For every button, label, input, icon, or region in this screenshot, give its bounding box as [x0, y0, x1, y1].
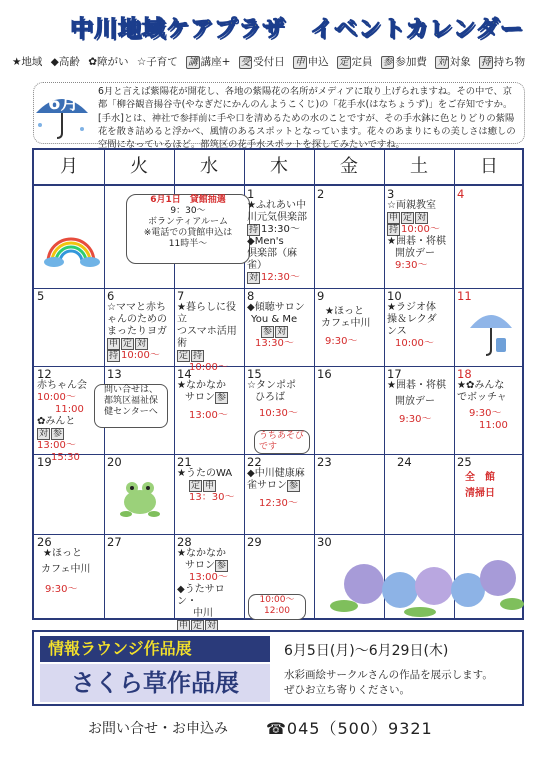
- event-name: ★ラジオ体: [387, 302, 436, 313]
- day-number: 26: [37, 535, 52, 549]
- legend-course-label: 講座+: [200, 56, 231, 68]
- event-name: カフェ中川: [41, 564, 91, 575]
- legend: [12, 54, 537, 69]
- day-number: 3: [387, 187, 395, 201]
- event-time: 10:00〜: [401, 224, 440, 235]
- badge-apply-icon: 申: [109, 339, 119, 349]
- day-cell-14: [174, 366, 244, 454]
- legend-target-label: 対象: [449, 56, 471, 68]
- legend-reception-label: 受付日: [253, 56, 285, 68]
- event-name: でボッチャ: [457, 392, 507, 403]
- event-name: ★ほっと: [43, 548, 82, 559]
- weekday-sat: 土: [410, 156, 428, 177]
- day-cell-24: [384, 454, 454, 534]
- inquiry-line1: 問い合せは、: [103, 385, 158, 395]
- legend-item-capacity: [337, 56, 373, 68]
- badge-capacity-icon: 定: [191, 481, 201, 491]
- day-cell-9: [314, 288, 384, 366]
- day-number: 2: [317, 187, 325, 201]
- badge-target-icon: 対: [417, 213, 427, 223]
- event29-line1: 10:00〜: [259, 595, 295, 605]
- badge-capacity: 定: [339, 57, 349, 68]
- day-number: 11: [457, 289, 472, 303]
- event-time: 13:30〜: [255, 338, 294, 349]
- event-time: 9:30〜: [45, 584, 78, 595]
- event-name: サロン: [185, 560, 215, 571]
- day-cell-8: [244, 288, 314, 366]
- badge-fee-icon: 参: [217, 561, 227, 571]
- exhibit-desc1: 水彩画絵サークルさんの作品を展示します。: [284, 669, 493, 681]
- lending-line5: 11時半〜: [168, 239, 208, 249]
- day-number: 21: [177, 455, 192, 469]
- exhibit-box: [32, 630, 524, 706]
- event-name: ☆タンポポ: [247, 380, 296, 391]
- umbrella-icon: [466, 306, 516, 358]
- badge-target-icon: 対: [39, 429, 49, 439]
- hydrangea-icon: [330, 548, 524, 618]
- event-name: ◆Men's: [247, 236, 284, 247]
- day-cell-16: [314, 366, 384, 454]
- day-cell-5: [34, 288, 104, 366]
- day-number: 1: [247, 187, 255, 201]
- legend-item-elderly: ◆高齢: [50, 56, 80, 68]
- month-label: 6月: [48, 93, 79, 114]
- legend-item-community: ★地域: [12, 56, 43, 68]
- day-cell-10: [384, 288, 454, 366]
- day-number: 14: [177, 367, 192, 381]
- contact-label: お問い合せ・お申込み: [88, 721, 228, 737]
- inquiry-line2: 都筑区福祉保: [103, 396, 158, 406]
- rainbow-icon: [42, 228, 100, 268]
- day-cell-11: [454, 288, 524, 366]
- event-name: つスマホ活用術: [177, 326, 237, 349]
- badge-capacity-icon: 定: [179, 351, 189, 361]
- day-number: 22: [247, 455, 262, 469]
- weekday-fri: 金: [340, 156, 358, 177]
- exhibit-title1: 情報ラウンジ作品展: [40, 636, 270, 662]
- event-time: 10:00〜: [37, 392, 76, 403]
- event-name: ★ほっと: [325, 306, 364, 317]
- event29-line2: 12:00: [264, 606, 290, 616]
- exhibit-desc2: ぜひお立ち寄りください。: [284, 684, 410, 696]
- day-cell-26: [34, 534, 104, 618]
- day-cell-3: [384, 186, 454, 288]
- lending-line1: 6月1日 貸館抽選: [150, 195, 226, 205]
- event-name: ★うたのWA: [177, 468, 233, 479]
- badge-capacity-icon: 定: [403, 213, 413, 223]
- event-name: ★囲碁・将棋: [387, 236, 446, 247]
- event-name: 倶楽部（麻雀）: [247, 248, 297, 271]
- weekday-sun: 日: [480, 156, 498, 177]
- badge-apply-icon: 申: [179, 621, 189, 631]
- badge-apply-icon: 申: [389, 213, 399, 223]
- event-name: ★囲碁・将棋: [387, 380, 446, 391]
- event-time: 10:00〜: [121, 350, 160, 361]
- event-time: 13:00〜: [189, 572, 228, 583]
- uchiasobi-line1: うちあそび: [259, 431, 305, 441]
- event-time: 13:30〜: [261, 224, 300, 235]
- legend-item-apply: [293, 56, 329, 68]
- event-name: 中川: [193, 608, 213, 619]
- day-cell-17: [384, 366, 454, 454]
- lending-lottery-callout: [126, 194, 250, 264]
- event-time: 9:30〜: [395, 260, 428, 271]
- legend-item-reception: [239, 56, 285, 68]
- day-number: 16: [317, 367, 332, 381]
- day-cell-23: [314, 454, 384, 534]
- day-number: 29: [247, 535, 262, 549]
- event-name: ★ふれあい中: [247, 200, 306, 211]
- badge-fee-icon: 参: [53, 429, 63, 439]
- event-time: 12:30〜: [261, 272, 300, 283]
- legend-apply-label: 申込: [307, 56, 329, 68]
- event-name: まったりヨガ: [107, 326, 167, 337]
- day-number: 17: [387, 367, 402, 381]
- event-name: 赤ちゃん会: [37, 380, 87, 391]
- exhibit-dates: 6月5日(月)〜6月29日(木): [284, 643, 449, 659]
- event-name: ンス: [387, 326, 407, 337]
- event-time: 11:00: [55, 404, 84, 415]
- event-name: ひろば: [255, 392, 285, 403]
- day-cell-7: [174, 288, 244, 373]
- day-cell-22: [244, 454, 314, 534]
- day-cell-1: [244, 186, 314, 288]
- badge-fee-icon: 参: [217, 393, 227, 403]
- day-cell-25: [454, 454, 524, 534]
- badge-belongings-icon: 持: [389, 225, 399, 235]
- day-number: 23: [317, 455, 332, 469]
- legend-item-target: [435, 56, 471, 68]
- badge-belongings-icon: 持: [249, 225, 259, 235]
- event-name: ✿みんと: [37, 416, 76, 427]
- weekday-header: [34, 150, 522, 186]
- day-cell-28: [174, 534, 244, 631]
- event-name: 清掃日: [465, 488, 495, 499]
- event-time: 13:00〜: [37, 440, 76, 451]
- lending-line2: 9：30〜: [170, 206, 206, 216]
- weekday-thu: 木: [270, 156, 288, 177]
- badge-target: 対: [437, 57, 447, 68]
- event-name: ◆中川健康麻: [247, 468, 305, 479]
- event-name: 操＆レクダ: [387, 314, 437, 325]
- event-time: 13:00〜: [189, 410, 228, 421]
- event-time: 10:30〜: [259, 408, 298, 419]
- day-number: 13: [107, 367, 122, 381]
- day-number: 18: [457, 367, 472, 381]
- event-name: カフェ中川: [321, 318, 371, 329]
- legend-item-disability: ✿障がい: [88, 56, 129, 68]
- badge-fee: 参: [382, 57, 393, 68]
- day-number: 12: [37, 367, 52, 381]
- day-cell-2: [314, 186, 384, 288]
- badge-capacity-icon: 定: [123, 339, 133, 349]
- day-number: 9: [317, 289, 325, 303]
- legend-capacity-label: 定員: [351, 56, 373, 68]
- day-number: 24: [397, 455, 412, 469]
- event-time: 12:30〜: [259, 498, 298, 509]
- legend-belongings-label: 持ち物: [493, 56, 526, 68]
- event-name: 全 館: [465, 472, 495, 483]
- badge-target-icon: 対: [137, 339, 147, 349]
- lending-line3: ボランティアルーム: [148, 217, 228, 227]
- uchiasobi-line2: です: [259, 442, 278, 452]
- day-cell-20: [104, 454, 174, 534]
- event-name: 開放デー: [395, 248, 435, 259]
- exhibit-title2: さくら草作品展: [40, 664, 270, 702]
- intro-text: 6月と言えば紫陽花が開花し、各地の紫陽花の名所がメディアに取り上げられますね。その中で、京都「柳谷観音揚谷寺(やなぎだにかんのんようこくじ)の「花手水(はなちょうず)」をご存知ですか。[手水]とは、神社で参拝前に手や口を清めるための水のことですが、その手水鉢に色とりどりの紫陽花を散き詰めると浮かべ、風情のあるスポットとなっています。花々のあまりにもの美しさは癒しの空間になっているほど。都筑区の花手水スポットを探してみたいですね。: [98, 86, 516, 151]
- badge-course: 講: [188, 57, 198, 68]
- event-time: 9:30〜: [469, 408, 502, 419]
- legend-item-fee: [381, 56, 427, 68]
- badge-target-icon: 対: [249, 273, 259, 283]
- legend-fee-label: 参加費: [395, 56, 427, 68]
- badge-target-icon: 対: [207, 621, 217, 631]
- badge-target-icon: 対: [277, 327, 287, 337]
- uchiasobi-callout: [254, 430, 310, 454]
- day-number: 5: [37, 289, 45, 303]
- badge-capacity-icon: 定: [193, 621, 203, 631]
- event-name: ☆両親教室: [387, 200, 436, 211]
- exhibit-description: [284, 668, 493, 698]
- event-time: 9:30〜: [325, 336, 358, 347]
- event-name: サロン: [185, 392, 215, 403]
- badge-apply: 申: [295, 57, 305, 68]
- event-name: ★なかなか: [177, 380, 226, 391]
- event29-callout: [248, 594, 306, 620]
- frog-icon: [116, 474, 164, 518]
- day-number: 27: [107, 535, 122, 549]
- event-name: 雀サロン: [247, 480, 287, 491]
- day-cell-19: [34, 454, 104, 534]
- weekday-mon: 月: [60, 156, 78, 177]
- event-time: 15:30: [51, 452, 80, 463]
- event-name: ゃんのための: [107, 314, 167, 325]
- event-name: ★なかなか: [177, 548, 226, 559]
- day-number: 25: [457, 455, 472, 469]
- event-name: 開放デー: [395, 396, 435, 407]
- contact-phone: ☎045（500）9321: [266, 719, 433, 738]
- event-name: ☆ママと赤ち: [107, 302, 166, 313]
- event-time: 13：30〜: [189, 492, 235, 503]
- weekday-tue: 火: [130, 156, 148, 177]
- intro-box: [33, 82, 525, 151]
- day-number: 10: [387, 289, 402, 303]
- weekday-wed: 水: [200, 156, 218, 177]
- event-name: You & Me: [251, 314, 298, 325]
- event-name: ◆傾聴サロン: [247, 302, 305, 313]
- day-number: 4: [457, 187, 465, 201]
- event-time: 10:00〜: [395, 338, 434, 349]
- legend-item-childcare: ☆子育て: [136, 56, 178, 68]
- day-number: 6: [107, 289, 115, 303]
- lending-line4: ※電話での貸館申込は: [143, 228, 233, 238]
- event-name: ★✿みんな: [457, 380, 505, 391]
- day-number: 20: [107, 455, 122, 469]
- day-number: 15: [247, 367, 262, 381]
- badge-belongings-icon: 持: [109, 351, 119, 361]
- event-calendar: [32, 148, 524, 631]
- badge-fee-icon: 参: [289, 481, 299, 491]
- badge-belongings-icon: 持: [193, 351, 203, 361]
- event-time: 11:00: [479, 420, 508, 431]
- day-number: 30: [317, 535, 332, 549]
- day-number: 7: [177, 289, 185, 303]
- event-name: 川元気倶楽部: [247, 212, 307, 223]
- day-cell-4: [454, 186, 524, 288]
- legend-item-belongings: [479, 56, 525, 68]
- inquiry-line3: 健センターへ: [104, 407, 158, 417]
- event-time: 9:30〜: [399, 414, 432, 425]
- event-name: ◆うたサロン・: [177, 584, 225, 607]
- page-title: 中川地域ケアプラザ イベントカレンダー: [70, 16, 524, 42]
- day-number: 19: [37, 455, 52, 469]
- badge-apply-icon: 申: [205, 481, 215, 491]
- badge-fee-icon: 参: [263, 327, 273, 337]
- day-cell-18: [454, 366, 524, 454]
- event-time: 10:00〜: [189, 362, 228, 373]
- day-number: 28: [177, 535, 192, 549]
- day-cell-6: [104, 288, 174, 366]
- event-name: ★暮らしに役立: [177, 302, 236, 325]
- legend-item-course: [186, 56, 230, 68]
- day-cell-21: [174, 454, 244, 534]
- badge-reception: 受: [240, 57, 251, 68]
- day-number: 8: [247, 289, 255, 303]
- inquiry-callout: [94, 384, 168, 428]
- badge-belongings: 持: [481, 57, 491, 68]
- day-cell-27: [104, 534, 174, 618]
